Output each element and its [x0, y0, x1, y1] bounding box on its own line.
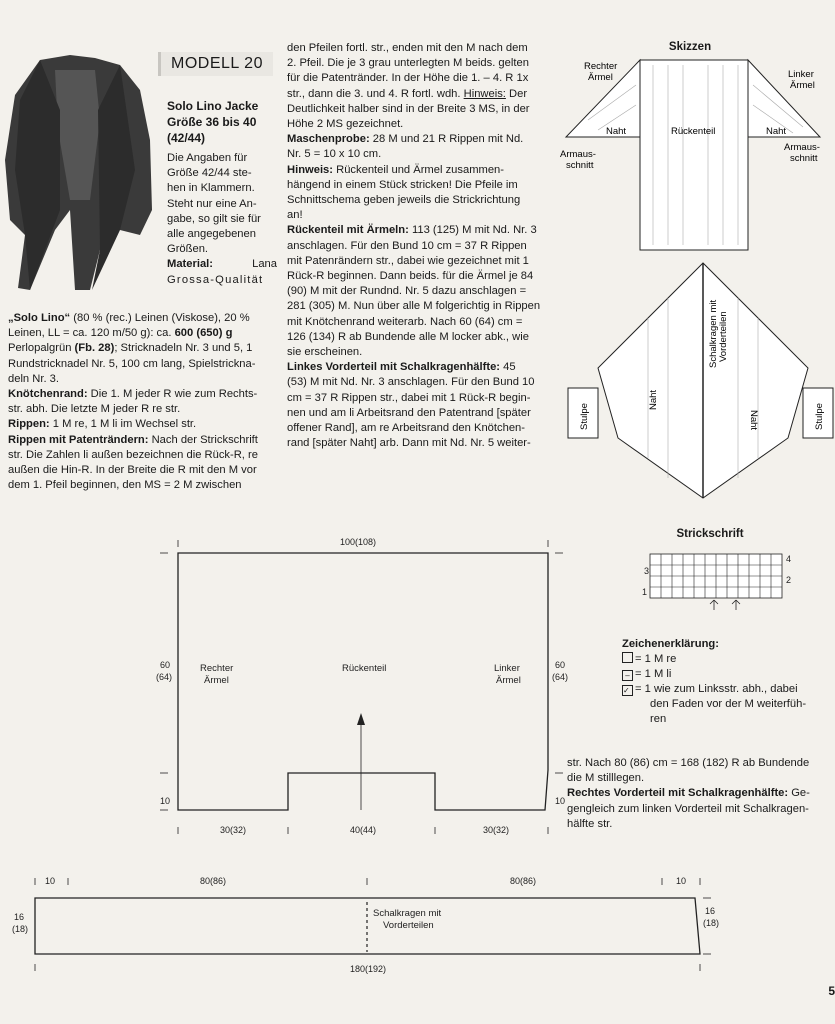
- product-title: Solo Lino Jacke Größe 36 bis 40 (42/44): [167, 99, 259, 145]
- strickschrift-title: Strickschrift: [676, 528, 744, 540]
- pattern-schema-collar: [0, 868, 730, 978]
- s2-r80: 80(86): [510, 876, 537, 886]
- s1-lh2: (64): [156, 672, 173, 682]
- s1-lh1: 60: [160, 660, 171, 670]
- s1-rechter: Rechter: [200, 663, 234, 674]
- sk1-naht-l: Naht: [606, 126, 627, 137]
- sk1-armaus-r2: schnitt: [790, 153, 818, 164]
- s1-linker: Linker: [494, 663, 520, 674]
- s2-l80: 80(86): [200, 876, 227, 886]
- s1-rueckenteil: Rückenteil: [342, 663, 387, 674]
- s1-aermel-l: Ärmel: [496, 675, 521, 686]
- sk1-armaus-l2: schnitt: [566, 160, 594, 171]
- s2-h3: 16: [705, 906, 716, 916]
- s2-h2: (18): [12, 924, 29, 934]
- sk1-aermel-l: Ärmel: [790, 80, 815, 91]
- sk1-armaus-l1: Armaus-: [560, 149, 596, 160]
- sk2-schal2: Vorderteilen: [718, 311, 729, 362]
- s2-bottom: 180(192): [350, 964, 387, 974]
- row-num-4: 4: [786, 554, 792, 564]
- s1-top: 100(108): [340, 537, 377, 547]
- legend: Zeichenerklärung: = 1 M re – = 1 M li ✓ = 1 wie zum Linksstr. abh., dabei den Faden vor der M weiterfüh- ren: [622, 638, 807, 725]
- sk2-naht-r: Naht: [748, 410, 759, 431]
- sk2-schal1: Schalkragen mit: [708, 299, 719, 368]
- column-1-text: „Solo Lino“ (80 % (rec.) Leinen (Viskose), 20 % Leinen, LL = ca. 120 m/50 g): ca. 600 (650) g Perlopalgrün (Fb. 28); Stricknadeln Nr. 3 und 5, 1 Rundstricknadel Nr. 5, 100 cm lang, Spielstrickna- deln Nr. 3. Knötchenrand: Die 1. M jeder R wie zum Rechts- str. abh. Die letzte M jeder R re str. Rippen: 1 M re, 1 M li im Wechsel str. Rippen mit Patenträndern: Nach der Strickschrift str. Die Zahlen li außen bezeichnen die Rück-R, re außen die Hin-R. In der Breite die R mit den M vor dem 1. Pfeil beginnen, den MS = 2 M zwischen: [8, 312, 258, 492]
- s1-w1: 30(32): [220, 825, 247, 835]
- sk1-aermel-r: Ärmel: [588, 72, 613, 83]
- sk1-rueckenteil: Rückenteil: [671, 126, 716, 137]
- s1-rh1: 60: [555, 660, 566, 670]
- sk1-rechter: Rechter: [584, 61, 618, 72]
- s1-w3: 30(32): [483, 825, 510, 835]
- model-label: MODELL 20: [158, 52, 273, 76]
- row-num-2: 2: [786, 575, 792, 585]
- page-number: 5: [828, 984, 835, 998]
- sk1-linker: Linker: [788, 69, 814, 80]
- pattern-schema-back: [150, 535, 570, 840]
- s2-l10: 10: [45, 876, 56, 886]
- s2-label2: Vorderteilen: [383, 920, 434, 931]
- skizzen-title: Skizzen: [668, 41, 712, 53]
- column-2-text: den Pfeilen fortl. str., enden mit den M nach dem 2. Pfeil. Die je 3 grau unterlegten M beids. gelten für die Patentränder. In der Höhe die 1. – 4. R 1x str., dann die 3. und 4. R fortl. wdh. Hinweis: Der Deutlichkeit halber sind in der Breite 3 MS, in der Höhe 2 MS gezeichnet. Maschenprobe: 28 M und 21 R Rippen mit Nd. Nr. 5 = 10 x 10 cm. Hinweis: Rückenteil und Ärmel zusammen- hängend in einem Stück stricken! Die Pfeile im Schnittschema geben jeweils die Strickrichtung an! Rückenteil mit Ärmeln: 113 (125) M mit Nd. Nr. 3 anschlagen. Für den Bund 10 cm = 37 R Rippen mit Patenrändern str., dabei wie gezeichnet mit 1 Rück-R beginnen. Dann beids. für die Ärmel je 84 (90) M mit der Rundnd. Nr. 5 dazu anschlagen = 281 (305) M. Nun über alle M folgerichtig in Rippen mit Knötchenrand weiterarb. Nach 60 (64) cm = 126 (134) R ab Bundende alle M locker abk., wie sie erscheinen. Linkes Vorderteil mit Schalkragenhälfte: 45 (53) M mit Nd. Nr. 3 anschlagen. Für den Bund 10 cm = 37 R Rippen str., dabei mit 1 Rück-R begin- nen und am li Arbeitsrand den Patentrand [später offener Rand], am re Arbeitsrand den Knötchen- rand [später Naht] arb. Dann mit Nd. Nr. 5 weiter-: [287, 42, 541, 450]
- s1-w2: 40(44): [350, 825, 377, 835]
- column-3-text: str. Nach 80 (86) cm = 168 (182) R ab Bundende die M stilllegen. Rechtes Vorderteil mit Schalkragenhälfte: Ge- gengleich zum linken Vorderteil mit Schalkragen- hälfte str.: [567, 757, 810, 830]
- jacket-photo: [0, 50, 155, 298]
- stitch-chart: [636, 550, 796, 610]
- s2-r10: 10: [676, 876, 687, 886]
- sk2-stulpe-r: Stulpe: [814, 403, 825, 430]
- size-note: Die Angaben für Größe 42/44 ste- hen in Klammern. Steht nur eine An- gabe, so gilt sie für alle angegebenen Größen. Material: Lana Grossa-Qualität: [167, 152, 277, 286]
- row-num-1: 1: [642, 587, 648, 597]
- sketch-back-sleeves: [558, 55, 835, 260]
- s1-bund-r: 10: [555, 796, 566, 806]
- s2-h1: 16: [14, 912, 25, 922]
- s2-label1: Schalkragen mit: [373, 908, 442, 919]
- sk1-armaus-r1: Armaus-: [784, 142, 820, 153]
- s1-rh2: (64): [552, 672, 569, 682]
- s2-h4: (18): [703, 918, 720, 928]
- sketch-front-collar: [558, 258, 835, 508]
- sk1-naht-r: Naht: [766, 126, 787, 137]
- s1-aermel-r: Ärmel: [204, 675, 229, 686]
- sk2-stulpe-l: Stulpe: [579, 403, 590, 430]
- s1-bund-l: 10: [160, 796, 171, 806]
- sk2-naht-l: Naht: [648, 389, 659, 410]
- row-num-3: 3: [644, 566, 650, 576]
